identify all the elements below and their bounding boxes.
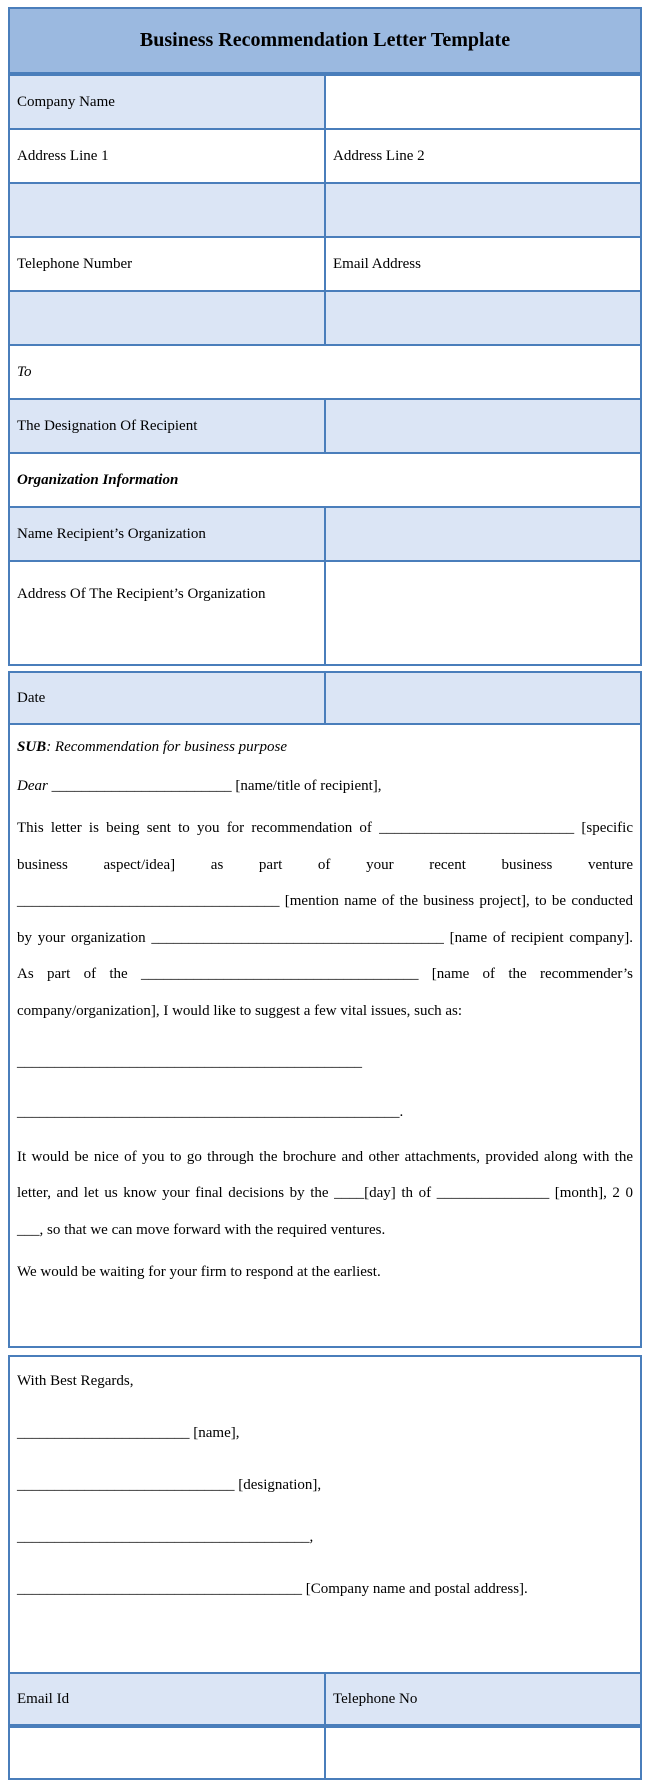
- paragraph-1: This letter is being sent to you for recommendation of __________________________ [specific business aspect/idea] as part of your recent business venture ___________________________________ [mention name of the business project], to be conducted by your organization _______________________________________ [name of recipient company]. As part of the _____________________________________ [name of the recommender’s company/organization], I would like to suggest a few vital issues, such as:: [17, 820, 633, 1019]
- subject-line: [17, 739, 633, 756]
- organization-name-label: Name Recipient’s Organization: [10, 508, 326, 560]
- letter-section: [8, 671, 642, 1348]
- blank-line-3: _______________________________________,: [17, 1529, 314, 1545]
- company-name-field[interactable]: [326, 76, 640, 128]
- telephone-no-label: Telephone No: [333, 1690, 418, 1707]
- designation-line: _____________________________ [designation],: [17, 1477, 322, 1493]
- closing-section: [8, 1355, 642, 1780]
- dear-line: ________________________ [name/title of recipient],: [47, 778, 382, 794]
- company-address-line: ______________________________________ [Company name and postal address].: [17, 1581, 528, 1597]
- organization-information-heading: Organization Information: [17, 471, 179, 488]
- designation-label: The Designation Of Recipient: [10, 400, 326, 452]
- row-org-address: [10, 562, 640, 664]
- dear-label: Dear: [17, 778, 48, 794]
- signature-block: [10, 1357, 640, 1672]
- organization-address-label: Address Of The Recipient’s Organization: [10, 562, 326, 664]
- blank-line-2: ___________________________________________________.: [17, 1103, 404, 1120]
- row-address-labels: [10, 130, 640, 184]
- to-label: To: [17, 363, 32, 380]
- telephone-no-field[interactable]: [326, 1728, 640, 1778]
- email-address-label: Email Address: [333, 255, 421, 272]
- row-address-fields: [10, 184, 640, 238]
- row-date: [10, 673, 640, 725]
- subject-text: : Recommendation for business purpose: [46, 739, 287, 755]
- designation-field[interactable]: [326, 400, 640, 452]
- subject-label: SUB: [17, 739, 47, 755]
- regards-line: With Best Regards,: [17, 1373, 134, 1389]
- row-designation: [10, 400, 640, 454]
- row-contact-fields: [10, 292, 640, 346]
- address-line-2-label: Address Line 2: [333, 147, 425, 164]
- paragraph-3: We would be waiting for your firm to respond at the earliest.: [17, 1264, 381, 1281]
- telephone-number-field[interactable]: [10, 292, 326, 344]
- row-contact-footer-fields: [10, 1726, 640, 1778]
- row-contact-labels: [10, 238, 640, 292]
- letter-body: [10, 739, 640, 1281]
- telephone-number-label: Telephone Number: [10, 238, 326, 290]
- email-address-field[interactable]: [326, 292, 640, 344]
- page-title: Business Recommendation Letter Template: [8, 7, 642, 74]
- row-contact-footer-labels: [10, 1672, 640, 1726]
- organization-name-field[interactable]: [326, 508, 640, 560]
- row-to: [10, 346, 640, 400]
- organization-address-field[interactable]: [326, 562, 640, 664]
- address-line-2-field[interactable]: [326, 184, 640, 236]
- salutation-line: [17, 778, 633, 795]
- name-line: _______________________ [name],: [17, 1425, 240, 1441]
- row-org-info: [10, 454, 640, 508]
- date-field[interactable]: [326, 673, 640, 723]
- email-id-field[interactable]: [10, 1728, 326, 1778]
- header-table: [8, 74, 642, 666]
- paragraph-2: It would be nice of you to go through the brochure and other attachments, provided along with the letter, and let us know your final decisions by the ____[day] th of _______________ [month], 2 0 ___, so that we can move forward with the required ventures.: [17, 1148, 633, 1238]
- date-label: Date: [10, 673, 326, 723]
- address-line-1-field[interactable]: [10, 184, 326, 236]
- email-id-label: Email Id: [10, 1674, 326, 1724]
- row-org-name: [10, 508, 640, 562]
- row-company-name: [10, 76, 640, 130]
- address-line-1-label: Address Line 1: [10, 130, 326, 182]
- blank-line-1: ______________________________________________: [17, 1053, 362, 1070]
- company-name-label: Company Name: [10, 76, 326, 128]
